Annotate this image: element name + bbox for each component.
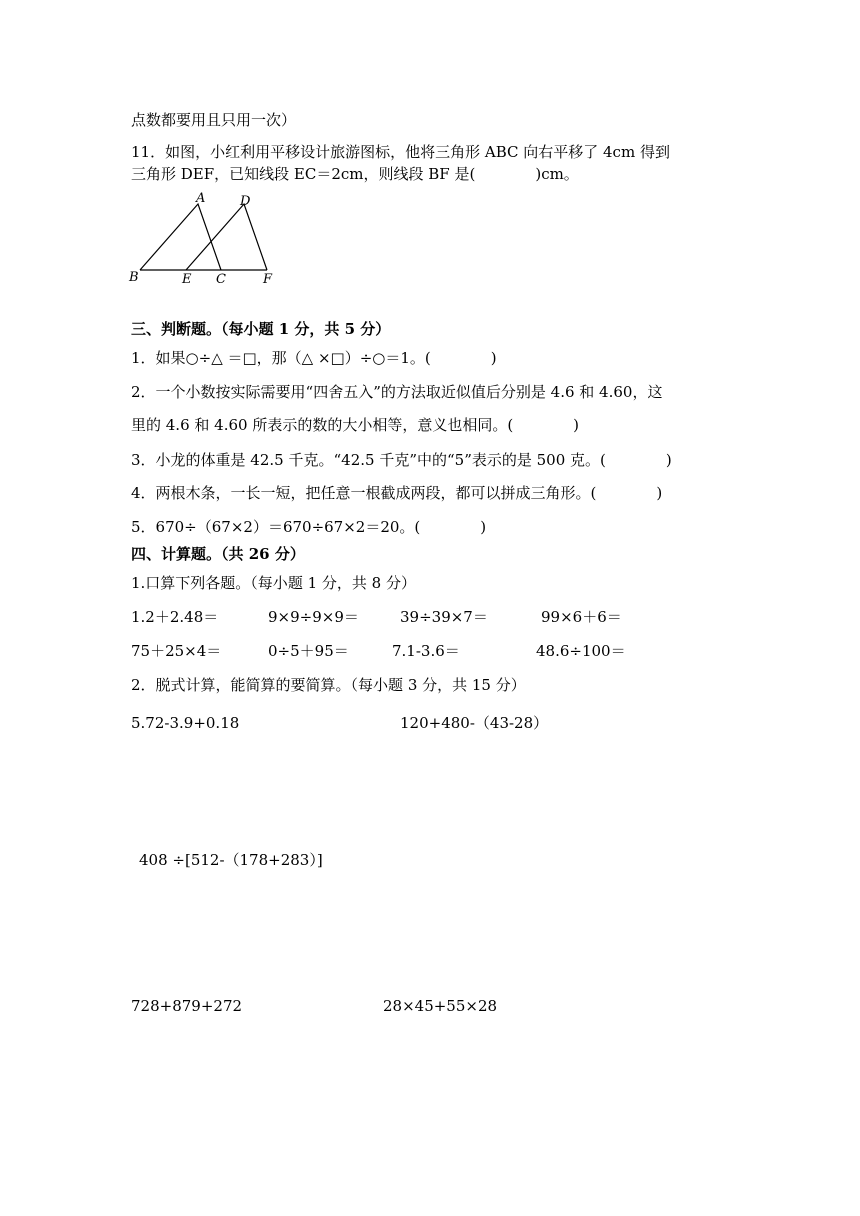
section-4-title: 四、计算题。（共 26 分） xyxy=(131,545,305,563)
oral-item: 99×6＋6＝ xyxy=(541,608,622,626)
stepwise-heading: 2．脱式计算，能简算的要简算。（每小题 3 分，共 15 分） xyxy=(131,676,526,694)
judge-5: 5．670÷（67×2）＝670÷67×2＝20。( ) xyxy=(131,518,487,536)
stepwise-problem: 28×45+55×28 xyxy=(383,997,498,1015)
question-11-line1: 11．如图，小红利用平移设计旅游图标，他将三角形 ABC 向右平移了 4cm 得到 xyxy=(131,143,670,161)
judge-2-line1: 2．一个小数按实际需要用“四舍五入”的方法取近似值后分别是 4.6 和 4.60，这 xyxy=(131,383,663,401)
oral-item: 9×9÷9×9＝ xyxy=(268,608,359,626)
translation-triangle-figure xyxy=(128,188,288,288)
label-a: A xyxy=(196,191,206,206)
label-e: E xyxy=(182,272,192,287)
label-f: F xyxy=(263,272,273,287)
judge-1: 1．如果○÷△ ＝□，那（△ ×□）÷○＝1。( ) xyxy=(131,349,497,367)
label-d: D xyxy=(240,194,251,209)
section-3-title: 三、判断题。（每小题 1 分，共 5 分） xyxy=(131,320,391,338)
stepwise-problem: 5.72-3.9+0.18 xyxy=(131,714,240,732)
judge-2-line2: 里的 4.6 和 4.60 所表示的数的大小相等，意义也相同。( ) xyxy=(131,416,580,434)
triangle-abc xyxy=(140,204,221,270)
triangle-def xyxy=(186,204,267,270)
text-line: 点数都要用且只用一次） xyxy=(131,111,297,129)
judge-3: 3．小龙的体重是 42.5 千克。“42.5 千克”中的“5”表示的是 500 克。( ) xyxy=(131,451,672,469)
oral-item: 39÷39×7＝ xyxy=(400,608,488,626)
stepwise-problem: 408 ÷[512-（178+283）] xyxy=(139,851,323,869)
label-b: B xyxy=(129,270,139,285)
label-c: C xyxy=(216,272,226,287)
oral-item: 75＋25×4＝ xyxy=(131,642,222,660)
stepwise-problem: 120+480-（43-28） xyxy=(400,714,549,732)
oral-item: 48.6÷100＝ xyxy=(536,642,626,660)
oral-calc-heading: 1.口算下列各题。（每小题 1 分，共 8 分） xyxy=(131,574,416,592)
oral-item: 0÷5＋95＝ xyxy=(268,642,349,660)
oral-item: 7.1-3.6＝ xyxy=(392,642,460,660)
stepwise-problem: 728+879+272 xyxy=(131,997,243,1015)
question-11-line2: 三角形 DEF，已知线段 EC＝2cm，则线段 BF 是( )cm。 xyxy=(131,165,579,183)
oral-item: 1.2＋2.48＝ xyxy=(131,608,219,626)
judge-4: 4．两根木条，一长一短，把任意一根截成两段，都可以拼成三角形。( ) xyxy=(131,484,663,502)
